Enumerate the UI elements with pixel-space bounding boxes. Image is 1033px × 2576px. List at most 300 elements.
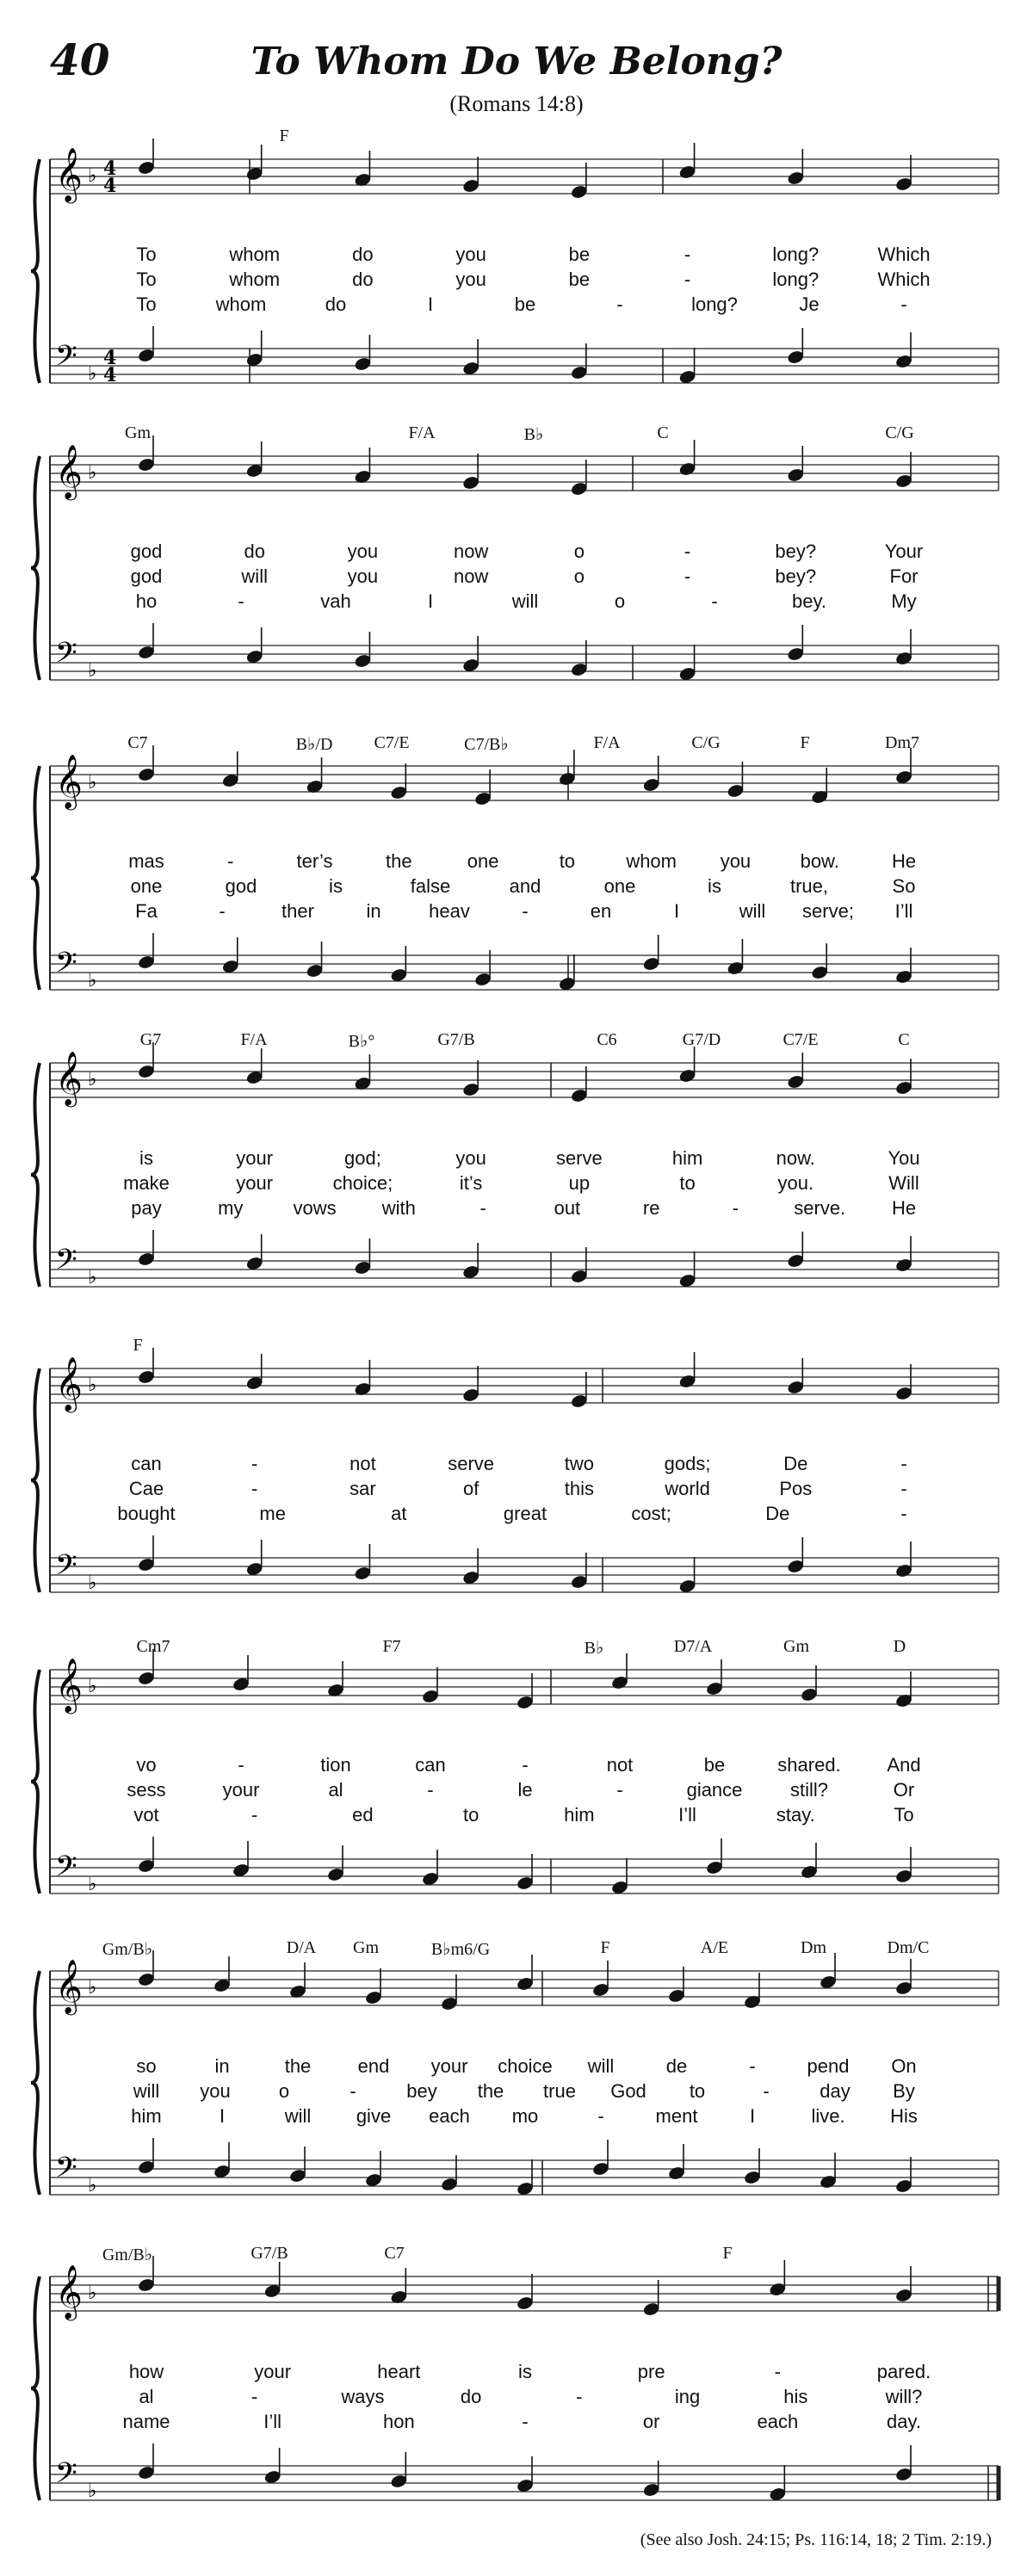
lyric-syllable: whom — [626, 850, 677, 872]
lyric-syllable: live. — [811, 2105, 845, 2127]
lyric-syllable: le — [517, 1779, 533, 1801]
bass-clef-icon: 𝄢 — [55, 1244, 77, 1283]
lyric-syllable: him — [564, 1804, 595, 1825]
chord-symbol: Cm7 — [136, 1637, 170, 1656]
lyric-syllable: al — [139, 2386, 154, 2407]
lyric-syllable: He — [891, 850, 917, 872]
chord-symbol: D/A — [286, 1938, 317, 1957]
lyric-syllable: you — [720, 850, 752, 872]
chord-symbol: F — [133, 1336, 143, 1355]
lyric-syllable: - — [227, 850, 234, 872]
chord-symbol: G7/B — [251, 2244, 288, 2263]
key-signature-flat-icon: ♭ — [88, 2175, 97, 2196]
lyric-syllable: heart — [377, 2361, 421, 2382]
lyric-syllable: To — [894, 1804, 914, 1825]
chord-symbol: A/E — [700, 1938, 729, 1957]
lyric-syllable: me — [259, 1503, 286, 1524]
lyric-syllable: god — [225, 875, 257, 897]
key-signature-flat-icon: ♭ — [88, 165, 97, 187]
lyric-syllable: end — [357, 2055, 390, 2077]
lyric-syllable: I — [749, 2105, 756, 2127]
lyric-syllable: - — [238, 1754, 244, 1776]
treble-clef-icon: 𝄞 — [55, 147, 83, 201]
lyric-syllable: - — [900, 1503, 907, 1524]
lyric-syllable: bey? — [775, 565, 817, 587]
lyric-syllable: stay. — [776, 1804, 815, 1825]
lyric-syllable: make — [123, 1172, 170, 1194]
lyric-syllable: I — [673, 900, 680, 922]
lyric-syllable: long? — [772, 244, 820, 265]
music-system — [0, 127, 1033, 443]
lyric-syllable: - — [616, 293, 623, 315]
lyric-syllable: in — [214, 2055, 230, 2077]
lyric-syllable: false — [410, 875, 451, 897]
lyric-syllable: bought — [117, 1503, 176, 1524]
lyric-syllable: ed — [352, 1804, 374, 1825]
lyric-syllable: be — [568, 269, 591, 290]
lyric-syllable: - — [251, 1453, 258, 1474]
lyric-syllable: pre — [637, 2361, 665, 2382]
chord-symbol: Dm — [801, 1938, 826, 1957]
lyric-syllable: o — [278, 2080, 290, 2102]
chord-symbol: Gm — [353, 1938, 379, 1957]
lyric-syllable: - — [732, 1197, 739, 1219]
lyric-syllable: will — [284, 2105, 312, 2127]
lyric-syllable: ment — [655, 2105, 698, 2127]
lyric-syllable: serve. — [794, 1197, 846, 1219]
lyric-syllable: world — [665, 1478, 710, 1499]
lyric-syllable: is — [329, 875, 343, 897]
key-signature-flat-icon: ♭ — [88, 1069, 97, 1090]
lyric-syllable: bow. — [800, 850, 839, 872]
lyric-syllable: - — [711, 590, 718, 612]
lyric-syllable: be — [514, 293, 536, 315]
lyric-syllable: do — [244, 541, 265, 562]
lyric-syllable: one — [130, 875, 163, 897]
lyric-syllable: is — [708, 875, 721, 897]
lyric-syllable: - — [684, 565, 691, 587]
lyric-syllable: - — [616, 1779, 623, 1801]
lyric-syllable: gods; — [664, 1453, 711, 1474]
lyric-syllable: so — [136, 2055, 157, 2077]
bass-clef-icon: 𝄢 — [55, 2152, 77, 2191]
lyric-syllable: vah — [320, 590, 351, 612]
lyric-syllable: To — [136, 244, 157, 265]
lyric-syllable: day — [820, 2080, 851, 2102]
see-also-footnote: (See also Josh. 24:15; Ps. 116:14, 18; 2 Tim. 2:19.) — [640, 2530, 992, 2549]
music-system — [0, 1938, 1033, 2255]
lyric-syllable: each — [429, 2105, 470, 2127]
chord-symbol: B♭ — [584, 1639, 604, 1658]
chord-symbol: F/A — [593, 733, 621, 752]
lyric-syllable: each — [757, 2411, 799, 2432]
lyric-syllable: whom — [215, 293, 267, 315]
hymn-title: To Whom Do We Belong? — [251, 40, 782, 83]
lyric-syllable: So — [892, 875, 916, 897]
lyric-syllable: great — [503, 1503, 547, 1524]
lyric-syllable: sess — [127, 1779, 166, 1801]
scripture-reference: (Romans 14:8) — [449, 91, 584, 116]
lyric-syllable: the — [386, 850, 412, 872]
lyric-syllable: you — [455, 269, 486, 290]
lyric-syllable: true, — [789, 875, 829, 897]
lyric-syllable: bey. — [792, 590, 826, 612]
key-signature-flat-icon: ♭ — [88, 1267, 97, 1288]
brace — [31, 1368, 40, 1592]
lyric-syllable: do — [352, 269, 374, 290]
lyric-syllable: De — [783, 1453, 808, 1474]
lyric-syllable: ways — [341, 2386, 385, 2407]
key-signature-flat-icon: ♭ — [88, 970, 97, 991]
lyric-syllable: it’s — [459, 1172, 483, 1194]
lyric-syllable: long? — [772, 269, 820, 290]
key-signature-flat-icon: ♭ — [88, 1572, 97, 1594]
brace — [31, 1971, 40, 2195]
lyric-syllable: his — [783, 2386, 808, 2407]
lyric-syllable: now. — [776, 1147, 815, 1169]
lyric-syllable: is — [518, 2361, 532, 2382]
chord-symbol: C/G — [691, 733, 721, 752]
lyric-syllable: is — [139, 1147, 153, 1169]
lyric-syllable: shared. — [777, 1754, 841, 1776]
lyric-syllable: you — [347, 541, 379, 562]
lyric-syllable: not — [606, 1754, 634, 1776]
lyric-syllable: pay — [131, 1197, 162, 1219]
lyric-syllable: I — [427, 590, 434, 612]
lyric-syllable: ing — [674, 2386, 701, 2407]
lyric-syllable: your — [236, 1147, 274, 1169]
lyric-syllable: with — [381, 1197, 416, 1219]
lyric-syllable: Pos — [779, 1478, 813, 1499]
lyric-syllable: - — [684, 244, 691, 265]
lyric-syllable: al — [328, 1779, 343, 1801]
lyric-syllable: whom — [229, 269, 281, 290]
bass-clef-icon: 𝄢 — [55, 1549, 77, 1589]
lyric-syllable: now — [453, 541, 489, 562]
chord-symbol: F — [600, 1938, 610, 1957]
lyric-syllable: - — [522, 2411, 529, 2432]
lyric-syllable: and — [509, 875, 541, 897]
lyric-syllable: He — [891, 1197, 917, 1219]
lyric-syllable: To — [136, 293, 157, 315]
lyric-syllable: bey? — [775, 541, 817, 562]
lyric-syllable: still? — [789, 1779, 829, 1801]
treble-clef-icon: 𝄞 — [55, 1356, 83, 1411]
lyric-syllable: - — [479, 1197, 486, 1219]
lyric-syllable: Which — [877, 269, 931, 290]
lyric-syllable: can — [131, 1453, 162, 1474]
chord-symbol: B♭° — [348, 1032, 375, 1051]
lyric-syllable: - — [900, 293, 907, 315]
lyric-syllable: de — [665, 2055, 688, 2077]
lyric-syllable: to — [462, 1804, 479, 1825]
key-signature-flat-icon: ♭ — [88, 462, 97, 484]
lyric-syllable: - — [749, 2055, 756, 2077]
chord-symbol: C — [657, 423, 669, 442]
lyric-syllable: - — [349, 2080, 356, 2102]
lyric-syllable: you — [455, 244, 486, 265]
chord-symbol: G7 — [139, 1030, 162, 1049]
lyric-syllable: choice — [498, 2055, 553, 2077]
lyric-syllable: By — [893, 2080, 915, 2102]
music-system — [0, 423, 1033, 740]
brace — [31, 1063, 40, 1287]
lyric-syllable: vows — [293, 1197, 337, 1219]
lyric-syllable: Or — [893, 1779, 915, 1801]
time-signature: 4 — [103, 347, 117, 369]
music-system — [0, 733, 1033, 1050]
lyric-syllable: day. — [887, 2411, 921, 2432]
lyric-syllable: - — [251, 2386, 258, 2407]
lyric-syllable: to — [679, 1172, 696, 1194]
chord-symbol: Dm7 — [885, 733, 919, 752]
lyric-syllable: - — [522, 1754, 529, 1776]
brace — [31, 2276, 40, 2500]
chord-symbol: G7/D — [682, 1030, 721, 1049]
lyric-syllable: en — [590, 900, 612, 922]
lyric-syllable: re — [642, 1197, 660, 1219]
chord-symbol: C6 — [597, 1030, 617, 1049]
lyric-syllable: you — [347, 565, 379, 587]
lyric-syllable: do — [460, 2386, 482, 2407]
chord-symbol: C/G — [885, 423, 914, 442]
lyric-syllable: pend — [807, 2055, 850, 2077]
lyric-syllable: pared. — [876, 2361, 931, 2382]
lyric-syllable: my — [218, 1197, 244, 1219]
grand-staff — [0, 2251, 1033, 2543]
bass-clef-icon: 𝄢 — [55, 947, 77, 986]
lyric-syllable: the — [284, 2055, 312, 2077]
lyric-syllable: Which — [877, 244, 931, 265]
lyric-syllable: - — [522, 900, 529, 922]
lyric-syllable: - — [251, 1804, 258, 1825]
chord-symbol: F — [279, 127, 289, 145]
lyric-syllable: be — [568, 244, 591, 265]
lyric-syllable: bey — [406, 2080, 437, 2102]
music-system — [0, 1030, 1033, 1347]
bass-clef-icon: 𝄢 — [55, 340, 77, 380]
chord-symbol: C7 — [127, 733, 148, 752]
treble-clef-icon: 𝄞 — [55, 1959, 83, 2013]
lyric-syllable: do — [325, 293, 347, 315]
chord-symbol: Dm/C — [887, 1938, 930, 1957]
treble-clef-icon: 𝄞 — [55, 444, 83, 498]
brace — [31, 766, 40, 990]
chord-symbol: F — [722, 2244, 733, 2263]
lyric-syllable: ter’s — [296, 850, 333, 872]
lyric-syllable: De — [765, 1503, 790, 1524]
lyric-syllable: sar — [349, 1478, 376, 1499]
lyric-syllable: I’ll — [263, 2411, 282, 2432]
chord-symbol: F/A — [408, 423, 436, 442]
treble-clef-icon: 𝄞 — [55, 2264, 83, 2319]
chord-symbol: Gm/B♭ — [102, 2246, 153, 2264]
hymn-number: 40 — [50, 34, 110, 85]
lyric-syllable: My — [891, 590, 917, 612]
lyric-syllable: - — [597, 2105, 604, 2127]
lyric-syllable: - — [900, 1478, 907, 1499]
key-signature-flat-icon: ♭ — [88, 1374, 97, 1396]
lyric-syllable: him — [131, 2105, 162, 2127]
chord-symbol: B♭ — [523, 425, 544, 444]
lyric-syllable: - — [219, 900, 226, 922]
lyric-syllable: hon — [382, 2411, 415, 2432]
lyric-syllable: On — [891, 2055, 917, 2077]
lyric-syllable: o — [573, 565, 585, 587]
key-signature-flat-icon: ♭ — [88, 1676, 97, 1697]
lyric-syllable: will — [587, 2055, 615, 2077]
brace — [31, 159, 40, 383]
key-signature-flat-icon: ♭ — [88, 1977, 97, 1998]
lyric-syllable: Your — [884, 541, 924, 562]
lyric-syllable: Fa — [135, 900, 158, 922]
lyric-syllable: To — [136, 269, 157, 290]
lyric-syllable: His — [890, 2105, 918, 2127]
lyric-syllable: tion — [320, 1754, 351, 1776]
time-signature: 4 — [103, 158, 117, 180]
lyric-syllable: serve; — [802, 900, 854, 922]
key-signature-flat-icon: ♭ — [88, 772, 97, 794]
lyric-syllable: now — [453, 565, 489, 587]
lyric-syllable: you. — [777, 1172, 814, 1194]
key-signature-flat-icon: ♭ — [88, 660, 97, 682]
lyric-syllable: mas — [128, 850, 164, 872]
time-signature: 4 — [103, 364, 117, 386]
lyric-syllable: Will — [888, 1172, 919, 1194]
chord-symbol: C7/B♭ — [464, 735, 509, 754]
lyric-syllable: o — [614, 590, 626, 612]
lyric-syllable: not — [349, 1453, 376, 1474]
lyric-syllable: vot — [133, 1804, 159, 1825]
lyric-syllable: god — [130, 565, 163, 587]
lyric-syllable: will — [511, 590, 539, 612]
lyric-syllable: out — [554, 1197, 581, 1219]
time-signature: 4 — [103, 175, 117, 197]
chord-symbol: C7/E — [782, 1030, 819, 1049]
bass-clef-icon: 𝄢 — [55, 2457, 77, 2497]
chord-symbol: C — [898, 1030, 910, 1049]
brace — [31, 456, 40, 680]
lyric-syllable: - — [238, 590, 244, 612]
lyric-syllable: - — [427, 1779, 434, 1801]
lyric-syllable: up — [568, 1172, 591, 1194]
lyric-syllable: ho — [135, 590, 158, 612]
lyric-syllable: god; — [344, 1147, 381, 1169]
lyric-syllable: - — [251, 1478, 258, 1499]
lyric-syllable: the — [477, 2080, 504, 2102]
lyric-syllable: can — [415, 1754, 446, 1776]
music-system — [0, 1336, 1033, 1652]
lyric-syllable: I’ll — [678, 1804, 696, 1825]
lyric-syllable: cost; — [631, 1503, 671, 1524]
chord-symbol: F — [800, 733, 810, 752]
lyric-syllable: vo — [136, 1754, 157, 1776]
lyric-syllable: two — [564, 1453, 594, 1474]
lyric-syllable: to — [559, 850, 576, 872]
lyric-syllable: ther — [281, 900, 314, 922]
key-signature-flat-icon: ♭ — [88, 2480, 97, 2502]
lyric-syllable: you — [455, 1147, 486, 1169]
lyric-syllable: I — [219, 2105, 226, 2127]
lyric-syllable: whom — [229, 244, 281, 265]
treble-clef-icon: 𝄞 — [55, 1051, 83, 1105]
chord-symbol: F/A — [240, 1030, 268, 1049]
lyric-syllable: your — [222, 1779, 260, 1801]
lyric-syllable: name — [122, 2411, 170, 2432]
key-signature-flat-icon: ♭ — [88, 1874, 97, 1895]
lyric-syllable: true — [543, 2080, 576, 2102]
lyric-syllable: heav — [429, 900, 470, 922]
lyric-syllable: o — [573, 541, 585, 562]
lyric-syllable: of — [462, 1478, 479, 1499]
lyric-syllable: you — [200, 2080, 231, 2102]
lyric-syllable: - — [763, 2080, 770, 2102]
key-signature-flat-icon: ♭ — [88, 363, 97, 385]
lyric-syllable: or — [642, 2411, 660, 2432]
lyric-syllable: mo — [511, 2105, 539, 2127]
lyric-syllable: your — [430, 2055, 468, 2077]
lyric-syllable: And — [887, 1754, 921, 1776]
music-system — [0, 1637, 1033, 1954]
treble-clef-icon: 𝄞 — [55, 1658, 83, 1712]
lyric-syllable: one — [603, 875, 636, 897]
lyric-syllable: one — [467, 850, 499, 872]
lyric-syllable: serve — [555, 1147, 603, 1169]
lyric-syllable: Cae — [128, 1478, 164, 1499]
bass-clef-icon: 𝄢 — [55, 1850, 77, 1890]
lyric-syllable: at — [391, 1503, 407, 1524]
lyric-syllable: will? — [885, 2386, 923, 2407]
lyric-syllable: your — [254, 2361, 292, 2382]
chord-symbol: Gm — [783, 1637, 809, 1656]
bass-clef-icon: 𝄢 — [55, 637, 77, 676]
brace — [31, 1670, 40, 1893]
lyric-syllable: Je — [799, 293, 820, 315]
lyric-syllable: - — [576, 2386, 583, 2407]
chord-symbol: F7 — [382, 1637, 401, 1656]
lyric-syllable: do — [352, 244, 374, 265]
treble-clef-icon: 𝄞 — [55, 754, 83, 808]
chord-symbol: C7 — [384, 2244, 405, 2263]
lyric-syllable: You — [888, 1147, 920, 1169]
lyric-syllable: - — [900, 1453, 907, 1474]
lyric-syllable: give — [356, 2105, 392, 2127]
lyric-syllable: God — [610, 2080, 646, 2102]
chord-symbol: D — [893, 1637, 906, 1656]
lyric-syllable: how — [128, 2361, 164, 2382]
chord-symbol: B♭/D — [295, 735, 333, 754]
music-system — [0, 2244, 1033, 2561]
lyric-syllable: - — [774, 2361, 781, 2382]
chord-symbol: Gm/B♭ — [102, 1940, 153, 1959]
lyric-syllable: giance — [686, 1779, 743, 1801]
lyric-syllable: your — [236, 1172, 274, 1194]
lyric-syllable: I — [427, 293, 434, 315]
lyric-syllable: be — [703, 1754, 726, 1776]
lyric-syllable: choice; — [332, 1172, 393, 1194]
key-signature-flat-icon: ♭ — [88, 2283, 97, 2304]
chord-symbol: C7/E — [374, 733, 410, 752]
lyric-syllable: to — [689, 2080, 706, 2102]
chord-symbol: D7/A — [673, 1637, 713, 1656]
lyric-syllable: - — [684, 541, 691, 562]
lyric-syllable: will — [739, 900, 766, 922]
chord-symbol: Gm — [125, 423, 151, 442]
lyric-syllable: will — [133, 2080, 160, 2102]
lyric-syllable: god — [130, 541, 163, 562]
lyric-syllable: serve — [448, 1453, 495, 1474]
lyric-syllable: him — [671, 1147, 703, 1169]
